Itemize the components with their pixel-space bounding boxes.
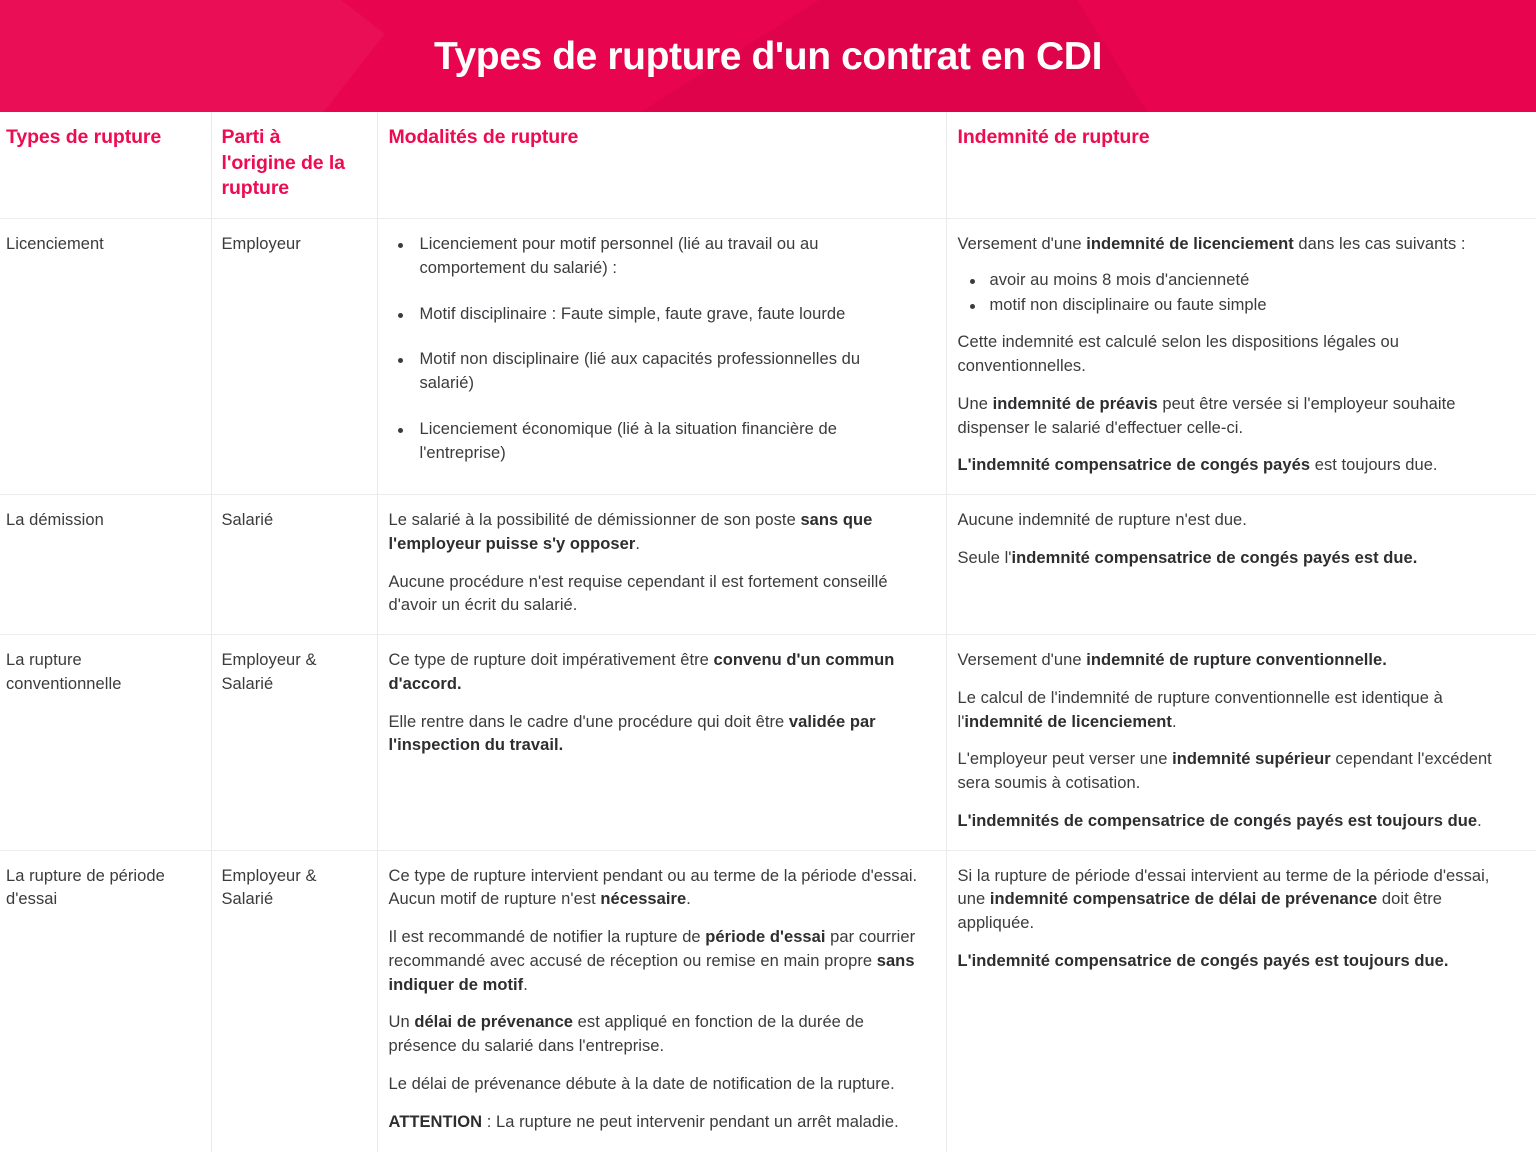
- bold-fragment: nécessaire: [600, 890, 687, 909]
- text-fragment: Versement d'une: [957, 651, 1087, 670]
- column-header-types: Types de rupture: [0, 112, 211, 219]
- table-row: [0, 495, 1536, 635]
- cell-indemnite: [946, 219, 1536, 495]
- text-fragment: L'employeur peut verser une: [957, 750, 1173, 769]
- text-fragment: .: [686, 890, 691, 909]
- bold-fragment: indemnité de licenciement: [964, 712, 1172, 731]
- bold-fragment: indemnité supérieur: [1172, 750, 1331, 769]
- bold-fragment: indemnité de rupture conventionnelle.: [1086, 651, 1387, 670]
- text-fragment: Ce type de rupture intervient pendant ou au terme de la période d'essai. Aucun motif de rupture n'est: [388, 866, 918, 909]
- cell-type: La démission: [0, 495, 211, 635]
- cell-type: La rupture de période d'essai: [0, 850, 211, 1152]
- paragraph: Aucune procédure n'est requise cependant il est fortement conseillé d'avoir un écrit du salarié.: [388, 572, 888, 615]
- bold-fragment: validée par l'inspection du travail.: [388, 712, 876, 755]
- text-fragment: est toujours due.: [1310, 456, 1438, 475]
- table-body: [0, 219, 1536, 1152]
- paragraph: [958, 748, 1519, 796]
- cell-modalites: [377, 635, 946, 851]
- cell-indemnite: [946, 850, 1536, 1152]
- bold-fragment: sans indiquer de motif: [388, 951, 915, 994]
- list-item: motif non disciplinaire ou faute simple: [958, 294, 1519, 318]
- text-fragment: : La rupture ne peut intervenir pendant un arrêt maladie.: [482, 1112, 899, 1131]
- indemnite-bullet-list: [958, 269, 1519, 318]
- bold-fragment: ATTENTION: [388, 1112, 483, 1131]
- text-fragment: .: [1477, 811, 1482, 830]
- paragraph: [958, 950, 1519, 974]
- paragraph: [389, 649, 918, 697]
- bold-fragment: sans que l'employeur puisse s'y opposer: [388, 511, 873, 553]
- paragraph: [958, 233, 1519, 257]
- cell-indemnite: [946, 495, 1536, 635]
- text-fragment: est appliqué en fonction de la durée de présence du salarié dans l'entreprise.: [388, 1013, 864, 1056]
- table-row: [0, 219, 1536, 495]
- text-fragment: Seule l': [957, 548, 1012, 567]
- table-row: [0, 635, 1536, 851]
- cell-modalites: [377, 495, 946, 635]
- column-header-party: Parti à l'origine de la rupture: [211, 112, 377, 219]
- text-fragment: .: [1171, 712, 1177, 731]
- cell-party: Employeur & Salarié: [211, 635, 377, 851]
- bold-fragment: période d'essai: [705, 928, 826, 947]
- bold-fragment: indemnité compensatrice de congés payés est due.: [1011, 548, 1418, 567]
- cell-party: Employeur & Salarié: [211, 850, 377, 1152]
- rupture-types-table: [0, 112, 1536, 1152]
- text-fragment: Ce type de rupture doit impérativement être: [388, 651, 714, 670]
- text-fragment: cependant l'excédent sera soumis à cotisation.: [957, 750, 1492, 793]
- cell-modalites: [377, 219, 946, 495]
- text-fragment: par courrier recommandé avec accusé de réception ou remise en main propre: [388, 928, 916, 970]
- modalites-bullet-list: [389, 233, 918, 465]
- bold-fragment: convenu d'un commun d'accord.: [388, 651, 895, 693]
- page-banner: [0, 0, 1536, 112]
- bold-fragment: L'indemnités de compensatrice de congés payés est toujours due: [957, 811, 1478, 830]
- text-fragment: Un: [388, 1013, 415, 1032]
- paragraph: [958, 454, 1519, 478]
- paragraph: [389, 926, 918, 997]
- paragraph: Cette indemnité est calculé selon les dispositions légales ou conventionnelles.: [957, 333, 1399, 376]
- text-fragment: Une: [957, 394, 993, 413]
- table-row: [0, 850, 1536, 1152]
- table-header: [0, 112, 1536, 219]
- list-item: avoir au moins 8 mois d'ancienneté: [958, 269, 1519, 293]
- list-item: Motif disciplinaire : Faute simple, faute grave, faute lourde: [389, 303, 918, 327]
- bold-fragment: indemnité de licenciement: [1086, 235, 1294, 254]
- cell-type: La rupture conventionnelle: [0, 635, 211, 851]
- paragraph: [958, 547, 1519, 571]
- text-fragment: doit être appliquée.: [957, 890, 1442, 933]
- paragraph: [958, 865, 1519, 936]
- paragraph: [389, 1011, 918, 1059]
- list-item: Licenciement pour motif personnel (lié au travail ou au comportement du salarié) :: [389, 233, 918, 281]
- paragraph-attention: [389, 1111, 918, 1135]
- paragraph: [389, 711, 918, 759]
- cell-type: Licenciement: [0, 219, 211, 495]
- bold-fragment: L'indemnité compensatrice de congés payés: [957, 456, 1311, 475]
- table-header-row: [0, 112, 1536, 219]
- text-fragment: .: [635, 534, 640, 553]
- paragraph: [958, 687, 1519, 735]
- bold-fragment: indemnité de préavis: [992, 394, 1158, 413]
- text-fragment: Si la rupture de période d'essai intervient au terme de la période d'essai, une: [957, 866, 1490, 909]
- bold-fragment: L'indemnité compensatrice de congés payés est toujours due.: [957, 951, 1449, 970]
- column-header-modalites: Modalités de rupture: [377, 112, 946, 219]
- paragraph: [958, 810, 1519, 834]
- list-item: Licenciement économique (lié à la situation financière de l'entreprise): [389, 418, 918, 466]
- bold-fragment: délai de prévenance: [414, 1013, 574, 1032]
- list-item: Motif non disciplinaire (lié aux capacités professionnelles du salarié): [389, 348, 918, 396]
- cell-indemnite: [946, 635, 1536, 851]
- paragraph: [958, 649, 1519, 673]
- text-fragment: Il est recommandé de notifier la rupture de: [388, 928, 706, 947]
- text-fragment: Versement d'une: [957, 235, 1087, 254]
- text-fragment: Elle rentre dans le cadre d'une procédure qui doit être: [388, 712, 789, 731]
- cell-party: Salarié: [211, 495, 377, 635]
- paragraph: [389, 509, 918, 557]
- bold-fragment: indemnité compensatrice de délai de prévenance: [989, 890, 1378, 909]
- paragraph: [389, 865, 918, 913]
- column-header-indemnite: Indemnité de rupture: [946, 112, 1536, 219]
- paragraph: [958, 393, 1519, 441]
- text-fragment: Le calcul de l'indemnité de rupture conventionnelle est identique à l': [957, 688, 1443, 731]
- text-fragment: dans les cas suivants :: [1293, 235, 1466, 254]
- cell-modalites: [377, 850, 946, 1152]
- paragraph: Aucune indemnité de rupture n'est due.: [957, 511, 1247, 530]
- text-fragment: .: [523, 975, 528, 994]
- page-title: Types de rupture d'un contrat en CDI: [433, 34, 1103, 78]
- text-fragment: peut être versée si l'employeur souhaite dispenser le salarié d'effectuer celle-ci.: [957, 394, 1456, 437]
- paragraph: Le délai de prévenance débute à la date de notification de la rupture.: [388, 1074, 895, 1093]
- text-fragment: Le salarié à la possibilité de démissionner de son poste: [388, 511, 801, 530]
- cell-party: Employeur: [211, 219, 377, 495]
